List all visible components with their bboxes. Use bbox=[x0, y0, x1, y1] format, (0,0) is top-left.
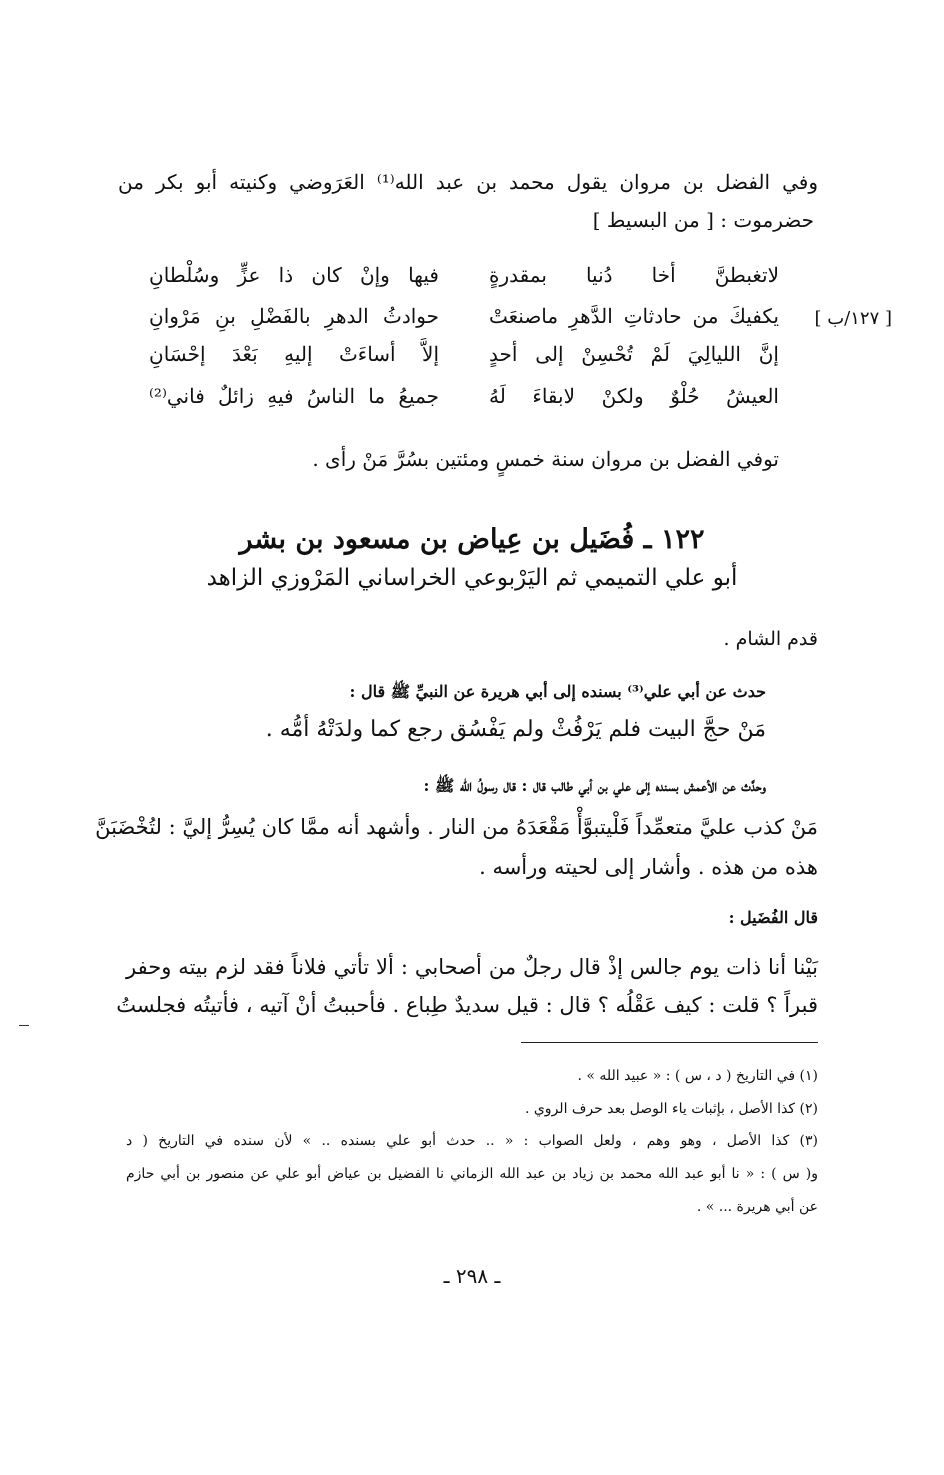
page-number: ـ ٢٩٨ ـ bbox=[443, 1264, 501, 1288]
verse-second-hemistich: فيها وإنْ كان ذا عزٍّ وسُلْطانِ bbox=[149, 263, 439, 287]
hadith-1: مَنْ حجَّ البيت فلم يَرْفُثْ ولم يَفْسُق رجع كما ولدَتْهُ أمُّه . bbox=[265, 717, 766, 742]
intro-line-2: حضرموت : [ من البسيط ] bbox=[592, 208, 814, 232]
hadith-2-line-2: هذه من هذه . وأشار إلى لحيته ورأسه . bbox=[479, 855, 818, 879]
story-line-2: قبراً ؟ قلت : كيف عَقْلُه ؟ قال : قيل سديدٌ طِباع . فأحببتُ أنْ آتيه ، فأتيتُه فجلستُ bbox=[116, 993, 818, 1017]
isnad-2: وحدَّث عن الأعمش بسنده إلى علي بن أبي طالب قال : قال رسولُ الله ﷺ : bbox=[423, 776, 766, 795]
footnote-1: (١) في التاريخ ( د ، س ) : « عبيد الله » . bbox=[577, 1068, 818, 1084]
poem-verse-2 bbox=[149, 304, 779, 342]
fudayl-said: قال الفُضَيل : bbox=[728, 908, 818, 927]
poem-verse-1 bbox=[149, 263, 779, 301]
verse-first-hemistich: يكفيكَ من حادثاتِ الدَّهرِ ماصنعَتْ bbox=[489, 304, 779, 328]
entry-title: ١٢٢ ـ فُضَيل بن عِياض بن مسعود بن بشر bbox=[239, 524, 705, 555]
verse-first-hemistich: العيشُ حُلْوٌ ولكنْ لابقاءَ لَهُ bbox=[489, 384, 779, 408]
story-line-1: بَيْنا أنا ذات يوم جالس إذْ قال رجلٌ من أصحابي : ألا تأتي فلاناً فقد لزم بيته وحفر bbox=[126, 955, 818, 979]
entry-subtitle: أبو علي التميمي ثم اليَرْبوعي الخراساني المَرْوزي الزاهد bbox=[206, 565, 738, 591]
verse-first-hemistich: لاتغبطنَّ أخا دُنيا بمقدرةٍ bbox=[489, 263, 779, 287]
footnote-separator bbox=[521, 1042, 818, 1043]
verse-second-hemistich: حوادثُ الدهرِ بالفَضْلِ بنِ مَرْوانِ bbox=[149, 304, 439, 328]
isnad-1: حدث عن أبي علي⁽³⁾ بسنده إلى أبي هريرة عن النبيِّ ﷺ قال : bbox=[349, 682, 766, 701]
poem-verse-3 bbox=[149, 342, 779, 380]
death-note: توفي الفضل بن مروان سنة خمسٍ ومئتين بسُرَّ مَنْ رأى . bbox=[312, 447, 779, 471]
poem-verse-4 bbox=[149, 384, 779, 422]
verse-second-hemistich: إلاَّ أساءَتْ إليهِ بَعْدَ إحْسَانِ bbox=[149, 342, 439, 366]
manuscript-folio-ref: [ ١٢٧/ب ] bbox=[814, 308, 892, 329]
footnote-3-line-2: و( س ) : « نا أبو عبد الله محمد بن زياد بن عبد الله الزماني نا الفضيل بن عياض أبو علي عن منصور بن أبي حازم bbox=[126, 1166, 818, 1182]
verse-first-hemistich: إنَّ الليالِيَ لَمْ تُحْسِنْ إلى أحدٍ bbox=[489, 342, 779, 366]
scan-edge-mark bbox=[19, 1025, 29, 1026]
intro-line-1: وفي الفضل بن مروان يقول محمد بن عبد الله⁽¹⁾ العَرَوضي وكنيته أبو بكر من bbox=[118, 170, 818, 194]
footnote-3-line-3: عن أبي هريرة ... » . bbox=[696, 1199, 818, 1215]
footnote-2: (٢) كذا الأصل ، بإثبات ياء الوصل بعد حرف الروي . bbox=[524, 1101, 818, 1117]
footnote-3-line-1: (٣) كذا الأصل ، وهو وهم ، ولعل الصواب : « .. حدث أبو علي بسنده .. » لأن سنده في التاريخ ( د bbox=[126, 1133, 818, 1149]
hadith-2-line-1: مَنْ كذب عليَّ متعمِّداً فَلْيتبوَّأْ مَقْعَدَهُ من النار . وأشهد أنه ممَّا كان يُسِرُّ إليَّ : لتُخْضَبَنَّ bbox=[95, 815, 818, 839]
verse-second-hemistich: جميعُ ما الناسُ فيهِ زائلٌ فاني⁽²⁾ bbox=[149, 384, 439, 408]
came-to-sham: قدم الشام . bbox=[723, 628, 818, 650]
